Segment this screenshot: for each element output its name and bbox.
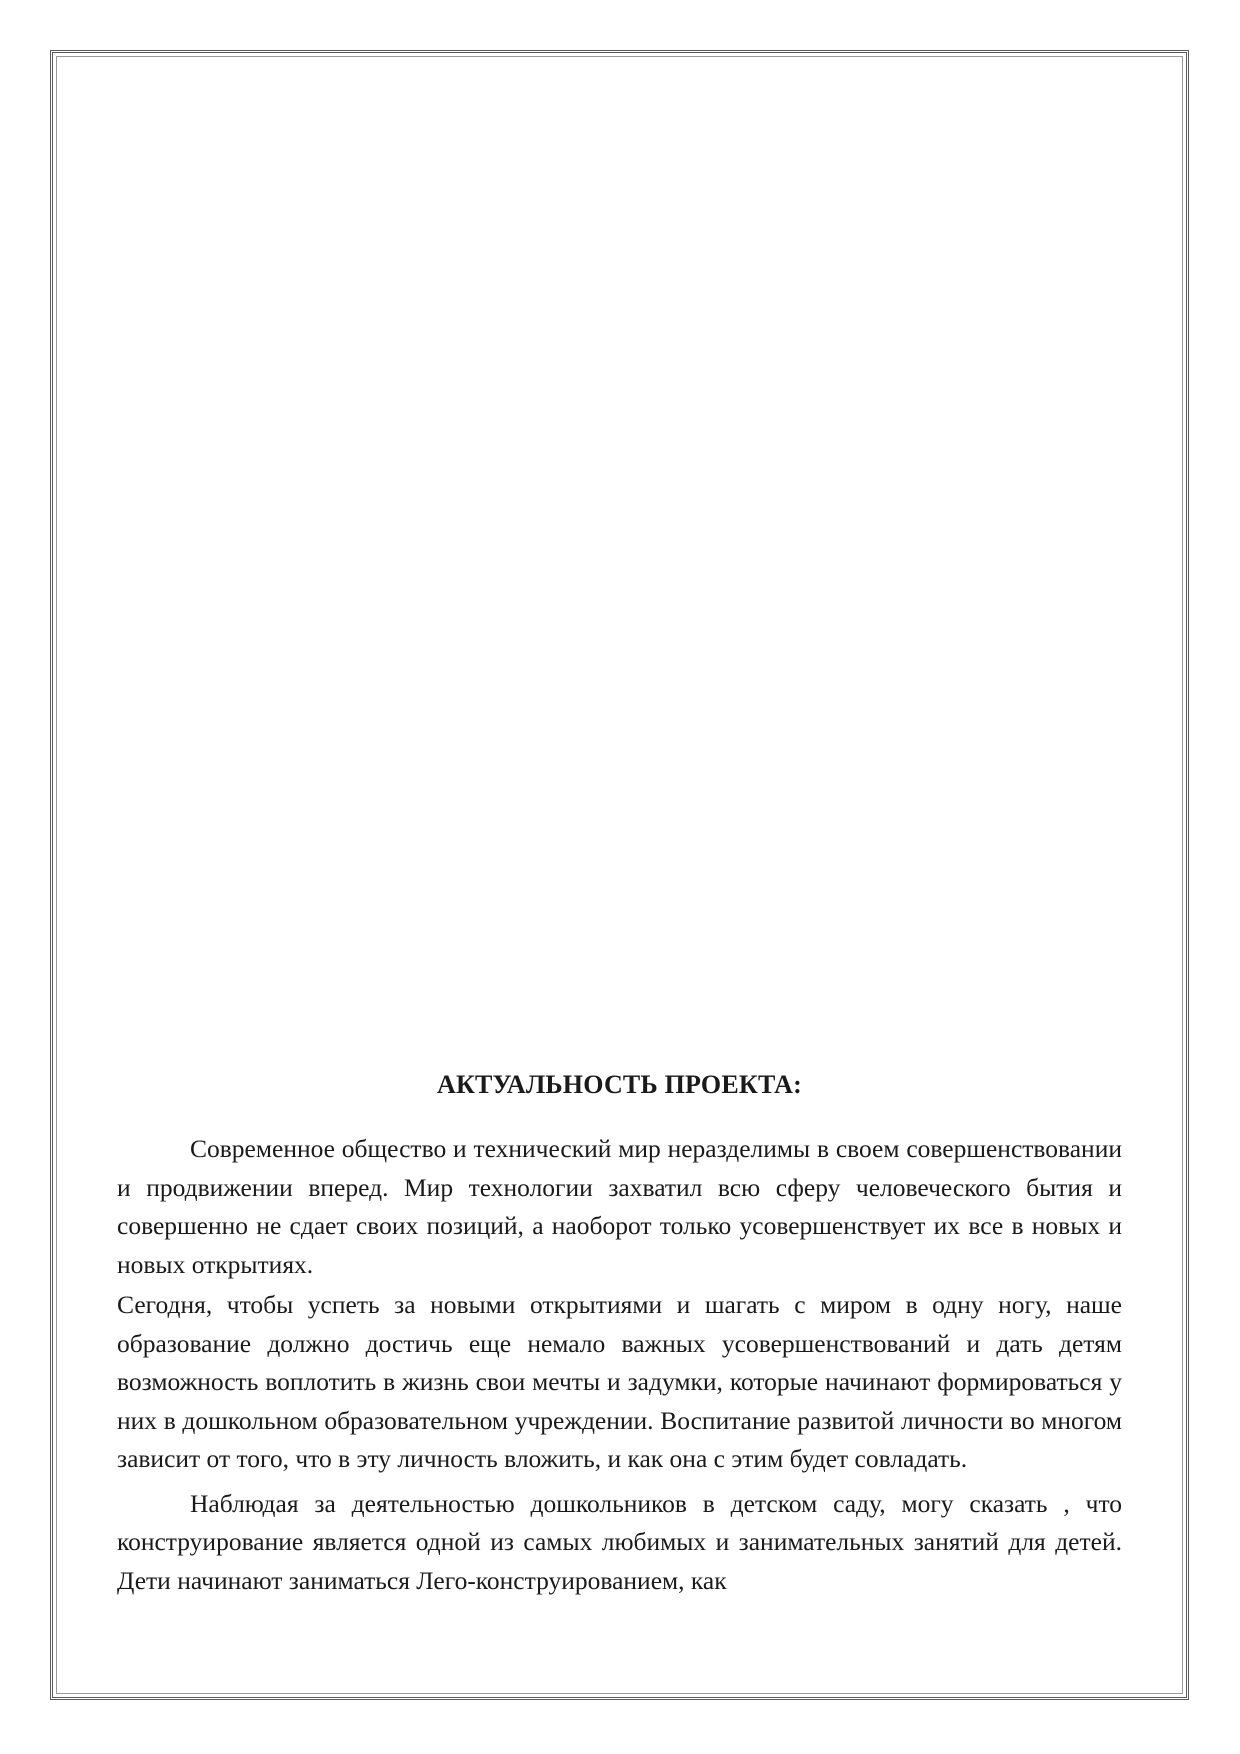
paragraph-2: Сегодня, чтобы успеть за новыми открытиями и шагать с миром в одну ногу, наше образование должно достичь еще немало важных усовершенствований и дать детям возможность воплотить в жизнь свои мечты и задумки, которые начинают формироваться у них в дошкольном образовательном учреждении. Воспитание развитой личности во многом зависит от того, что в эту личность вложить, и как она с этим будет совладать. <box>117 1290 1122 1473</box>
document-heading: АКТУАЛЬНОСТЬ ПРОЕКТА: <box>436 1070 803 1099</box>
paragraph-3: Наблюдая за деятельностью дошкольников в детском саду, могу сказать , что конструирование является одной из самых любимых и занимательных занятий для детей. Дети начинают заниматься Лего-конструированием, как <box>117 1488 1122 1595</box>
paragraph-1: Современное общество и технический мир неразделимы в своем совершенствовании и продвижении вперед. Мир технологии захватил всю сферу человеческого бытия и совершенно не сдает своих позиций, а наоборот только усовершенствует их все в новых и новых открытиях. <box>117 1134 1122 1279</box>
document-body <box>117 1068 1122 1600</box>
